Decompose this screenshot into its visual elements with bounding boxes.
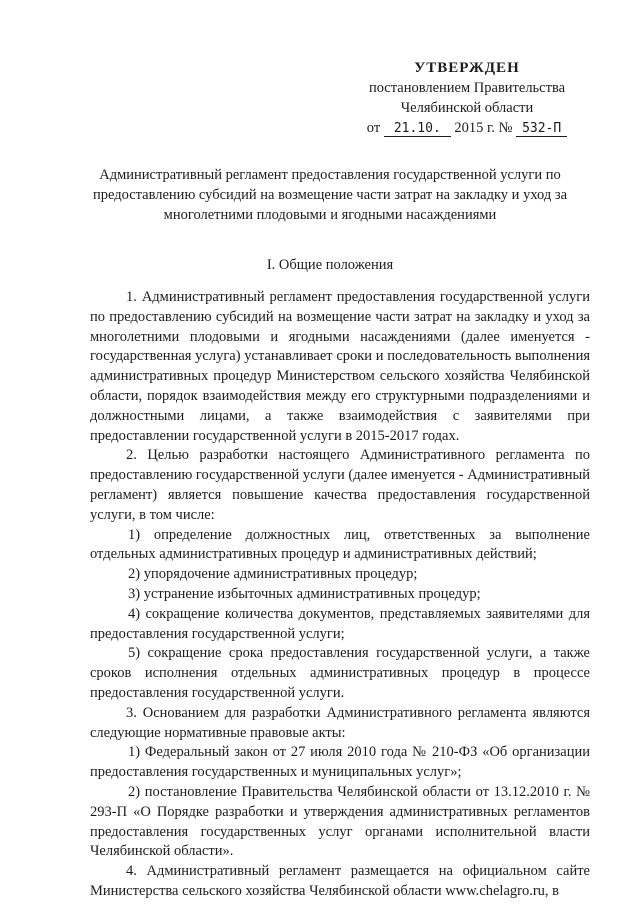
approval-line-region: Челябинской области (400, 100, 534, 116)
approval-line-government: постановлением Правительства (368, 80, 566, 96)
approval-date-value: 21.10. (384, 121, 451, 137)
approval-date-line (352, 118, 582, 139)
list-item: 1) Федеральный закон от 27 июля 2010 года № 210-ФЗ «Об организации предоставления государственных и муниципальных услуг»; (90, 744, 590, 781)
list-item: 3) устранение избыточных административных процедур; (128, 585, 481, 602)
approval-number-value: 532-П (516, 121, 567, 137)
regulation-title: Административный регламент предоставления государственной услуги по предоставлению субсидий на возмещение части затрат на закладку и уход за многолетними плодовыми и ягодными насаждениями (92, 167, 568, 223)
list-item: 4) сокращение количества документов, представляемых заявителями для предоставления государственной услуги; (90, 605, 590, 642)
approval-year-label: 2015 г. № (454, 120, 513, 136)
paragraph-3: 3. Основанием для разработки Административного регламента являются следующие нормативные правовые акты: (90, 704, 590, 741)
list-item: 5) сокращение срока предоставления государственной услуги, а также сроков исполнения отдельных административных процедур в процессе предоставления государственной услуги. (90, 645, 590, 701)
section-heading: I. Общие положения (266, 257, 394, 273)
paragraph-1: 1. Административный регламент предоставления государственной услуги по предоставлению субсидий на возмещение части затрат на закладку и уход за многолетними плодовыми и ягодными насаждениями (далее именуется - государственная услуга) устанавливает сроки и последовательность выполнения административных процедур Министерством сельского хозяйства Челябинской области, порядок взаимодействия между его структурными подразделениями и должностными лицами, а также взаимодействия с заявителями при предоставлении государственной услуги в 2015-2017 годах. (90, 289, 590, 444)
approval-stamp-block (352, 58, 582, 139)
list-item: 2) упорядочение административных процедур; (128, 566, 418, 583)
approval-from-label: от (366, 120, 381, 136)
list-item: 1) определение должностных лиц, ответственных за выполнение отдельных административных процедур и административных действий; (90, 526, 590, 563)
paragraph-2: 2. Целью разработки настоящего Административного регламента по предоставлению государственной услуги (далее именуется - Административный регламент) является повышение качества предоставления государственной услуги, в том числе: (90, 447, 590, 523)
approval-title: УТВЕРЖДЕН (414, 60, 520, 76)
list-item: 2) постановление Правительства Челябинской области от 13.12.2010 г. № 293-П «О Порядке разработки и утверждения административных регламентов предоставления государственных услуг органами исполнительной власти Челябинской области». (90, 783, 590, 860)
document-body (90, 288, 590, 902)
paragraph-4: 4. Административный регламент размещается на официальном сайте Министерства сельского хозяйства Челябинской области www.chelagro.ru, в (90, 863, 590, 899)
